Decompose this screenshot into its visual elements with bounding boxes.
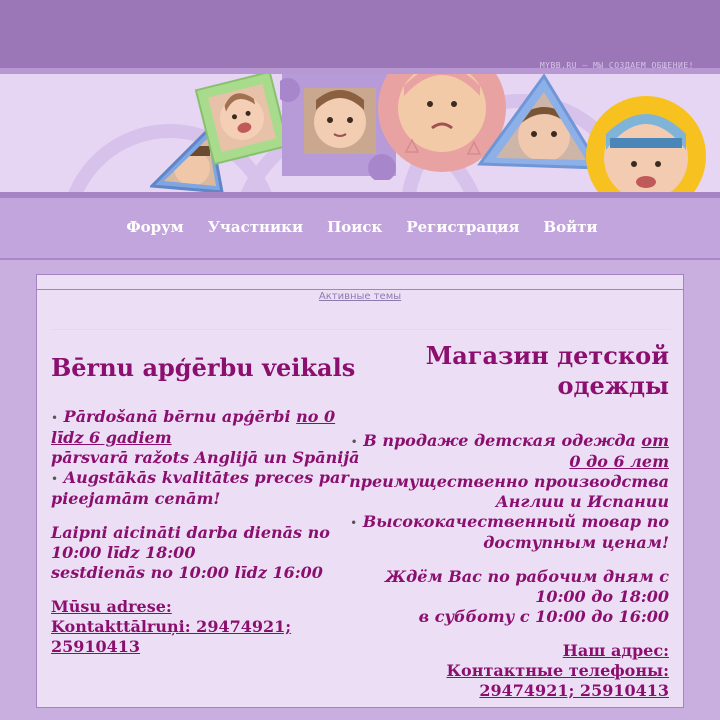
latvian-column [51, 353, 361, 657]
latvian-line-1-text: Pārdošanā bērnu apģērbi [63, 407, 297, 426]
active-topics-link[interactable]: Активные темы [318, 291, 402, 302]
nav-item-login[interactable]: Войти [543, 218, 598, 236]
nav-item-search[interactable]: Поиск [327, 218, 383, 236]
russian-address-link[interactable]: Наш адрес: [562, 641, 669, 660]
panel-separator [51, 329, 671, 330]
bullet: • [51, 411, 59, 425]
latvian-line-2: pārsvarā ražots Anglijā un Spānijā [51, 448, 360, 467]
bullet: • [350, 435, 358, 449]
nav-item-forum[interactable]: Форум [126, 218, 184, 236]
russian-age-range: от 0 до 6 лет [569, 431, 669, 471]
announcement-panel [36, 274, 684, 708]
russian-line-1 [349, 431, 669, 472]
baby-photo-green-frame [192, 74, 292, 168]
baby-photo-round-yellow [584, 94, 708, 192]
russian-hours-saturday: в субботу с 10:00 до 16:00 [418, 607, 669, 626]
panel-top-line [37, 289, 683, 290]
russian-phones-link[interactable]: Контактные телефоны: 29474921; 25910413 [446, 661, 669, 700]
bullet: • [51, 472, 59, 486]
top-bar [0, 0, 720, 74]
latvian-line-3 [51, 468, 361, 509]
nav-item-register[interactable]: Регистрация [406, 218, 520, 236]
latvian-address-link[interactable]: Mūsu adrese: [51, 597, 172, 616]
mybb-slogan[interactable]: MYBB.RU — МЫ СОЗДАЕМ ОБЩЕНИЕ! [539, 61, 694, 70]
latvian-line-3-text: Augstākās kvalitātes preces par pieejamām cenām! [51, 468, 349, 508]
nav-item-members[interactable]: Участники [207, 218, 304, 236]
russian-line-1-text: В продаже детская одежда [363, 431, 642, 450]
russian-column [349, 341, 669, 701]
main-nav [0, 198, 720, 260]
site-header [0, 0, 720, 262]
latvian-hours-weekdays: Laipni aicināti darba dienās no 10:00 līdz 18:00 [51, 523, 330, 562]
latvian-title: Bērnu apģērbu veikals [51, 353, 356, 382]
latvian-hours-saturday: sestdienās no 10:00 līdz 16:00 [51, 563, 323, 582]
russian-hours-weekdays: Ждём Вас по рабочим дням с 10:00 до 18:00 [385, 567, 669, 606]
header-banner [0, 74, 720, 192]
latvian-line-1 [51, 407, 361, 448]
bullet: • [350, 516, 358, 530]
russian-line-2: преимущественно производства Англии и Испании [349, 472, 669, 511]
russian-line-3 [349, 512, 669, 553]
latvian-age-range: no 0 līdz 6 gadiem [51, 407, 336, 447]
russian-line-3-text: Высококачественный товар по доступным ценам! [362, 512, 669, 552]
latvian-phones-link[interactable]: Kontakttālruņi: 29474921; 25910413 [51, 617, 292, 656]
russian-title: Магазин детской одежды [425, 341, 669, 400]
